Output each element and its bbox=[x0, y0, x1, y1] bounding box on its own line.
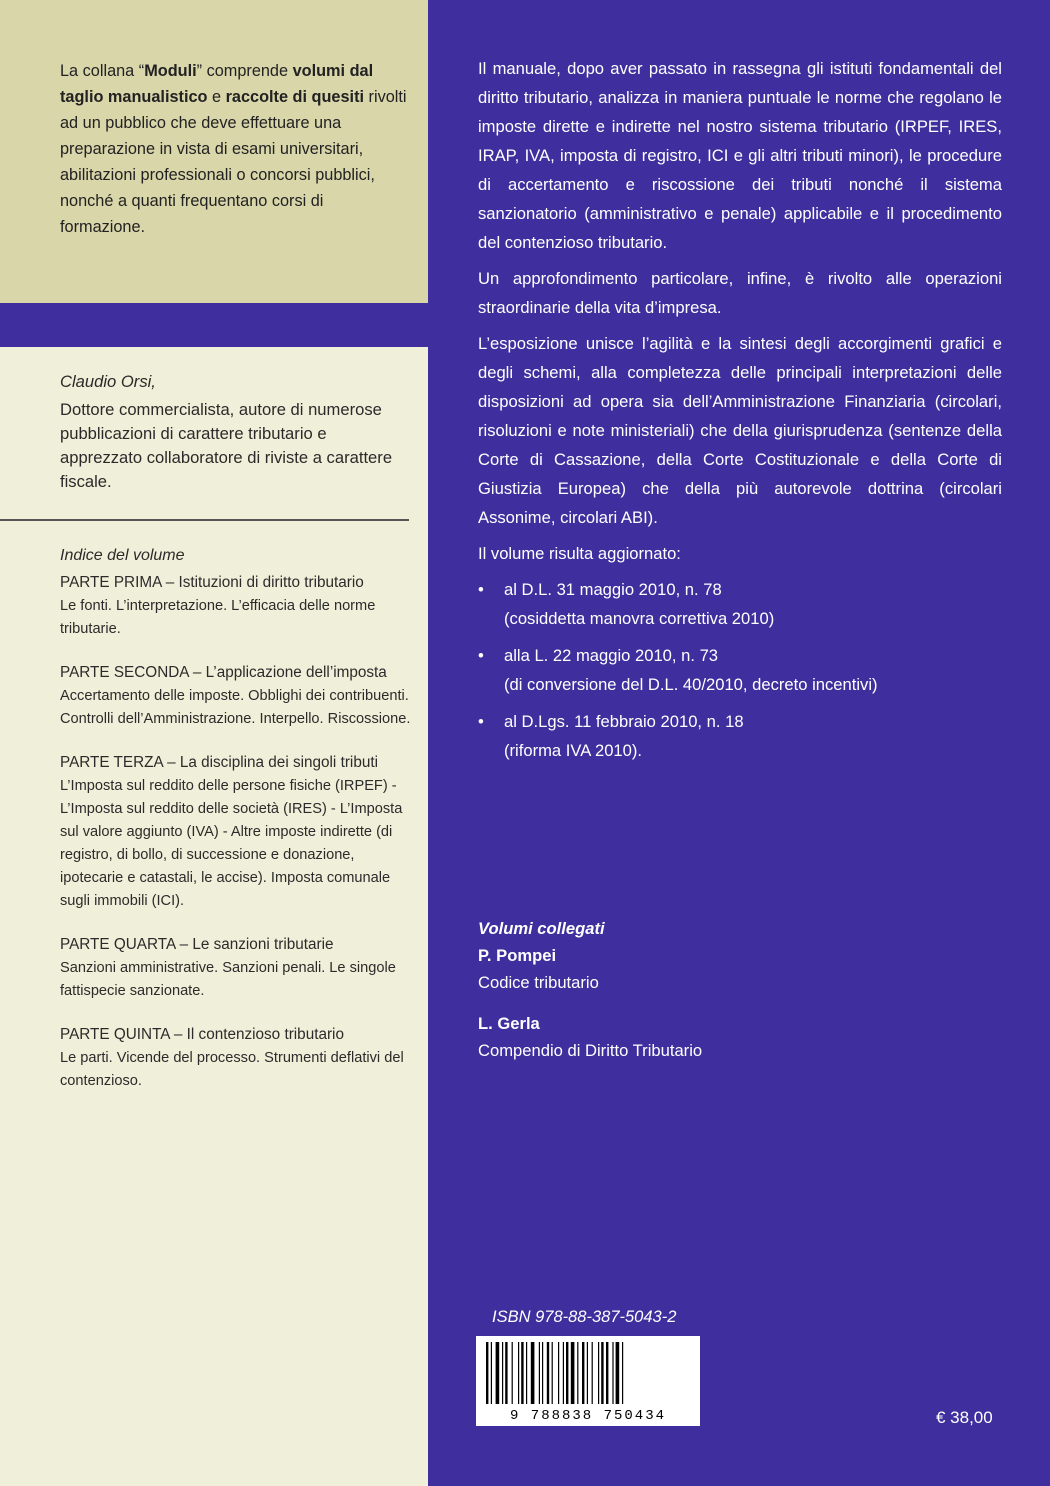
update-note: (riforma IVA 2010). bbox=[504, 741, 643, 760]
toc-part bbox=[60, 751, 412, 913]
barcode-bars bbox=[486, 1342, 690, 1404]
related-author: P. Pompei bbox=[478, 946, 557, 965]
toc-part-title: PARTE TERZA – La disciplina dei singoli tributi bbox=[60, 754, 378, 771]
list-item bbox=[478, 575, 1002, 633]
toc-heading: Indice del volume bbox=[60, 547, 185, 564]
barcode-number: 9 788838 750434 bbox=[509, 1408, 667, 1424]
intro-text-4: rivolti ad un pubblico che deve effettuare una preparazione in vista di esami universitari, abilitazioni professionali o concorsi pubblici, nonché a quanti frequentano corsi di formazione. bbox=[60, 88, 407, 236]
intro-bold-quesiti: raccolte di quesiti bbox=[225, 88, 365, 106]
bullet-icon: • bbox=[478, 580, 484, 599]
related-heading: Volumi collegati bbox=[478, 919, 605, 938]
intro-bold-volumi: volumi dal taglio manualistico bbox=[60, 62, 374, 106]
update-note: (di conversione del D.L. 40/2010, decreto incentivi) bbox=[504, 675, 878, 694]
list-item bbox=[478, 641, 1002, 699]
book-description bbox=[478, 54, 1002, 773]
toc-part-title: PARTE QUINTA – Il contenzioso tributario bbox=[60, 1026, 344, 1043]
bullet-icon: • bbox=[478, 712, 484, 731]
table-of-contents bbox=[60, 547, 412, 1113]
update-law: al D.L. 31 maggio 2010, n. 78 bbox=[504, 580, 722, 599]
intro-text-2: ” comprende bbox=[196, 62, 293, 80]
separator-band bbox=[0, 303, 428, 347]
toc-part-desc: Le parti. Vicende del processo. Strumenti deflativi del contenzioso. bbox=[60, 1050, 404, 1089]
related-volumes bbox=[478, 915, 878, 1064]
toc-part bbox=[60, 571, 412, 641]
toc-part bbox=[60, 661, 412, 731]
description-paragraph: L’esposizione unisce l’agilità e la sintesi degli accorgimenti grafici e degli schemi, alla completezza delle principali interpretazioni delle disposizioni ad opera sia dell’Amministrazione Finanziaria (circolari, risoluzioni e note ministeriali) che della giurisprudenza (sentenze della Corte di Cassazione, della Corte Costituzionale e della Corte di Giustizia Europea) che della più autorevole dottrina (circolari Assonime, circolari ABI). bbox=[478, 334, 1002, 527]
related-title: Codice tributario bbox=[478, 973, 599, 992]
updates-list bbox=[478, 575, 1002, 765]
intro-text-3: e bbox=[207, 88, 226, 106]
update-law: al D.Lgs. 11 febbraio 2010, n. 18 bbox=[504, 712, 744, 731]
update-note: (cosiddetta manovra correttiva 2010) bbox=[504, 609, 775, 628]
barcode bbox=[476, 1336, 700, 1426]
price: € 38,00 bbox=[936, 1408, 993, 1427]
related-author: L. Gerla bbox=[478, 1014, 540, 1033]
list-item bbox=[478, 707, 1002, 765]
toc-part-desc: Sanzioni amministrative. Sanzioni penali. Le singole fattispecie sanzionate. bbox=[60, 960, 396, 999]
updates-heading: Il volume risulta aggiornato: bbox=[478, 544, 681, 563]
toc-part-title: PARTE SECONDA – L’applicazione dell’imposta bbox=[60, 664, 387, 681]
toc-part bbox=[60, 1023, 412, 1093]
description-paragraph: Un approfondimento particolare, infine, è rivolto alle operazioni straordinarie della vita d’impresa. bbox=[478, 269, 1002, 317]
description-paragraph: Il manuale, dopo aver passato in rassegna gli istituti fondamentali del diritto tributario, analizza in maniera puntuale le norme che regolano le imposte dirette e indirette nel nostro sistema tributario (IRPEF, IRES, IRAP, IVA, imposta di registro, ICI e gli altri tributi minori), le procedure di accertamento e riscossione dei tributi nonché il sistema sanzionatorio (amministrativo e penale) applicabile e il procedimento del contenzioso tributario. bbox=[478, 59, 1002, 252]
author-name: Claudio Orsi, bbox=[60, 372, 156, 391]
author-bio: Dottore commercialista, autore di numerose pubblicazioni di carattere tributario e apprezzato collaboratore di riviste a carattere fiscale. bbox=[60, 400, 393, 491]
toc-part-title: PARTE PRIMA – Istituzioni di diritto tributario bbox=[60, 574, 364, 591]
toc-part-title: PARTE QUARTA – Le sanzioni tributarie bbox=[60, 936, 334, 953]
spacer bbox=[478, 996, 878, 1010]
series-intro bbox=[60, 58, 410, 240]
toc-part bbox=[60, 933, 412, 1003]
toc-part-desc: L’Imposta sul reddito delle persone fisiche (IRPEF) - L’Imposta sul reddito delle società (IRES) - L’Imposta sul valore aggiunto (IVA) - Altre imposte indirette (di registro, di bollo, di successione e donazione, ipotecarie e catastali, le accise). Imposta comunale sugli immobili (ICI). bbox=[60, 778, 403, 909]
isbn-label: ISBN 978-88-387-5043-2 bbox=[492, 1308, 677, 1326]
author-block bbox=[60, 370, 410, 494]
divider-line bbox=[0, 519, 409, 521]
toc-part-desc: Accertamento delle imposte. Obblighi dei contribuenti. Controlli dell’Amministrazione. Interpello. Riscossione. bbox=[60, 688, 411, 727]
bullet-icon: • bbox=[478, 646, 484, 665]
toc-part-desc: Le fonti. L’interpretazione. L’efficacia delle norme tributarie. bbox=[60, 598, 376, 637]
related-title: Compendio di Diritto Tributario bbox=[478, 1041, 703, 1060]
update-law: alla L. 22 maggio 2010, n. 73 bbox=[504, 646, 719, 665]
series-name: Moduli bbox=[144, 62, 197, 80]
intro-text-1: La collana “ bbox=[60, 62, 145, 80]
